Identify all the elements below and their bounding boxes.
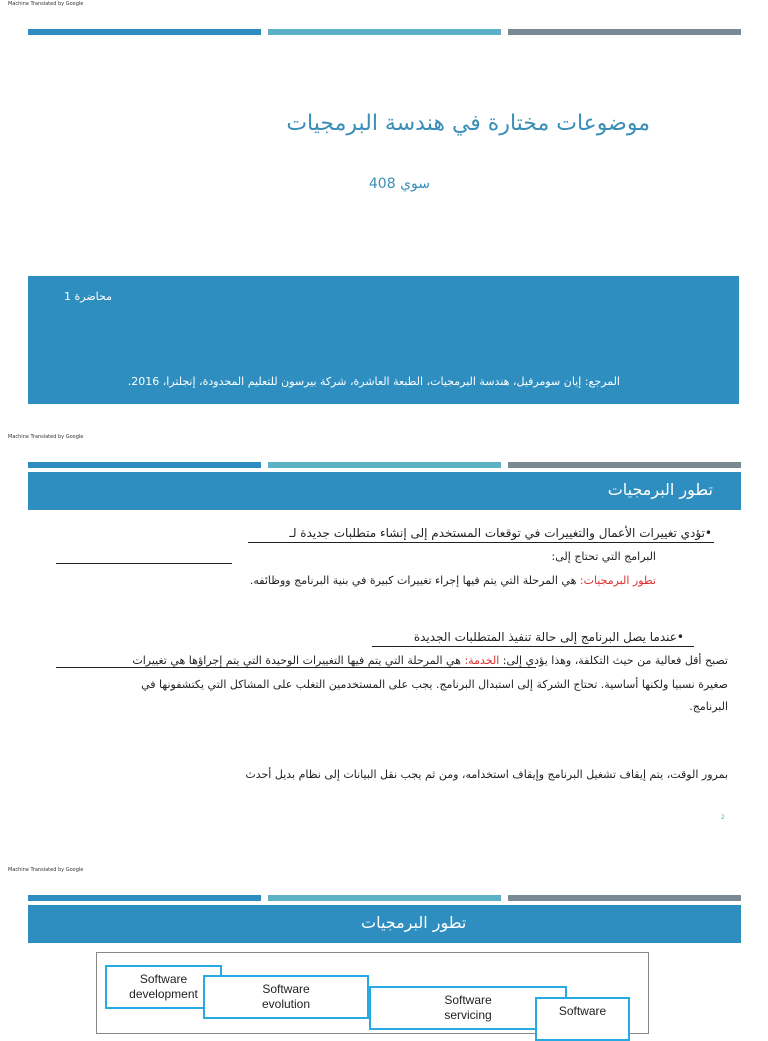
bar-teal [268,895,501,901]
slide-title: موضوعات مختارة في هندسة البرمجيات [286,111,650,136]
machine-translated-watermark: Machine Translated by Google [8,1,84,7]
box-software-evolution [203,975,369,1019]
bullet-new-requirements: •عندما يصل البرنامج إلى حالة تنفيذ المتطلبات الجديدة [413,630,684,644]
underline [372,646,694,647]
text-evolution-definition [250,574,656,587]
text-programs-need: البرامج التي تحتاج إلى: [551,550,656,563]
decorative-bars [28,895,741,901]
text-servicing-line2: صغيرة نسبيا ولكنها أساسية. تحتاج الشركة إلى استبدال البرنامج. يجب على المستخدمين التغلب على المشاكل التي يكتشفونها في [141,678,728,691]
servicing-label: الخدمة: [464,654,500,667]
bullet-retirement: بمرور الوقت، يتم إيقاف تشغيل البرنامج وإيقاف استخدامه، ومن ثم يجب نقل البيانات إلى نظام بديل أحدث [245,768,728,781]
box-line: evolution [261,997,311,1011]
text-servicing-line3: البرنامج. [689,700,728,713]
box-line: Software [558,1004,607,1018]
slide-header-title: تطور البرمجيات [607,480,713,499]
bar-gray [508,462,741,468]
bar-teal [268,29,501,35]
evolution-text: هي المرحلة التي يتم فيها إجراء تغييرات كبيرة في بنية البرنامج ووظائفه. [249,574,577,587]
underline [56,563,232,564]
lecture-label: محاضرة 1 [64,290,113,303]
bar-teal [268,462,501,468]
underline [56,667,536,668]
course-code: سوي 408 [368,176,430,192]
machine-translated-watermark: Machine Translated by Google [8,867,84,873]
servicing-intro: تصبح أقل فعالية من حيث التكلفة، وهذا يؤدي إلى: [502,654,728,667]
bar-gray [508,29,741,35]
slide-header [28,472,741,510]
decorative-bars [28,462,741,468]
box-line: Software [444,993,492,1007]
box-line: Software [139,972,188,986]
page-number: 2 [721,814,725,821]
bar-blue [28,29,261,35]
reference-text: المرجع: إيان سومرفيل، هندسة البرمجيات، الطبعة العاشرة، شركة بيرسون للتعليم المحدودة، إنجلترا، 2016. [127,375,620,388]
slide-header-title: تطور البرمجيات [361,913,467,932]
evolution-label: تطور البرمجيات: [579,574,656,587]
machine-translated-watermark: Machine Translated by Google [8,434,84,440]
software-lifecycle-diagram [96,952,649,1034]
underline [248,542,714,543]
decorative-bars [28,29,741,35]
box-line: servicing [444,1008,492,1022]
text-servicing-line1 [132,654,728,667]
box-line: Software [262,982,310,996]
box-line: development [129,987,198,1001]
bar-gray [508,895,741,901]
bullet-business-changes: •تؤدي تغييرات الأعمال والتغييرات في توقعات المستخدم إلى إنشاء متطلبات جديدة لـ [289,526,712,540]
box-software-retirement [535,997,630,1041]
bar-blue [28,895,261,901]
bar-blue [28,462,261,468]
servicing-text: هي المرحلة التي يتم فيها التغييرات الوحيدة التي يتم إجراؤها هي تغييرات [132,654,461,667]
slide-header [28,905,741,943]
